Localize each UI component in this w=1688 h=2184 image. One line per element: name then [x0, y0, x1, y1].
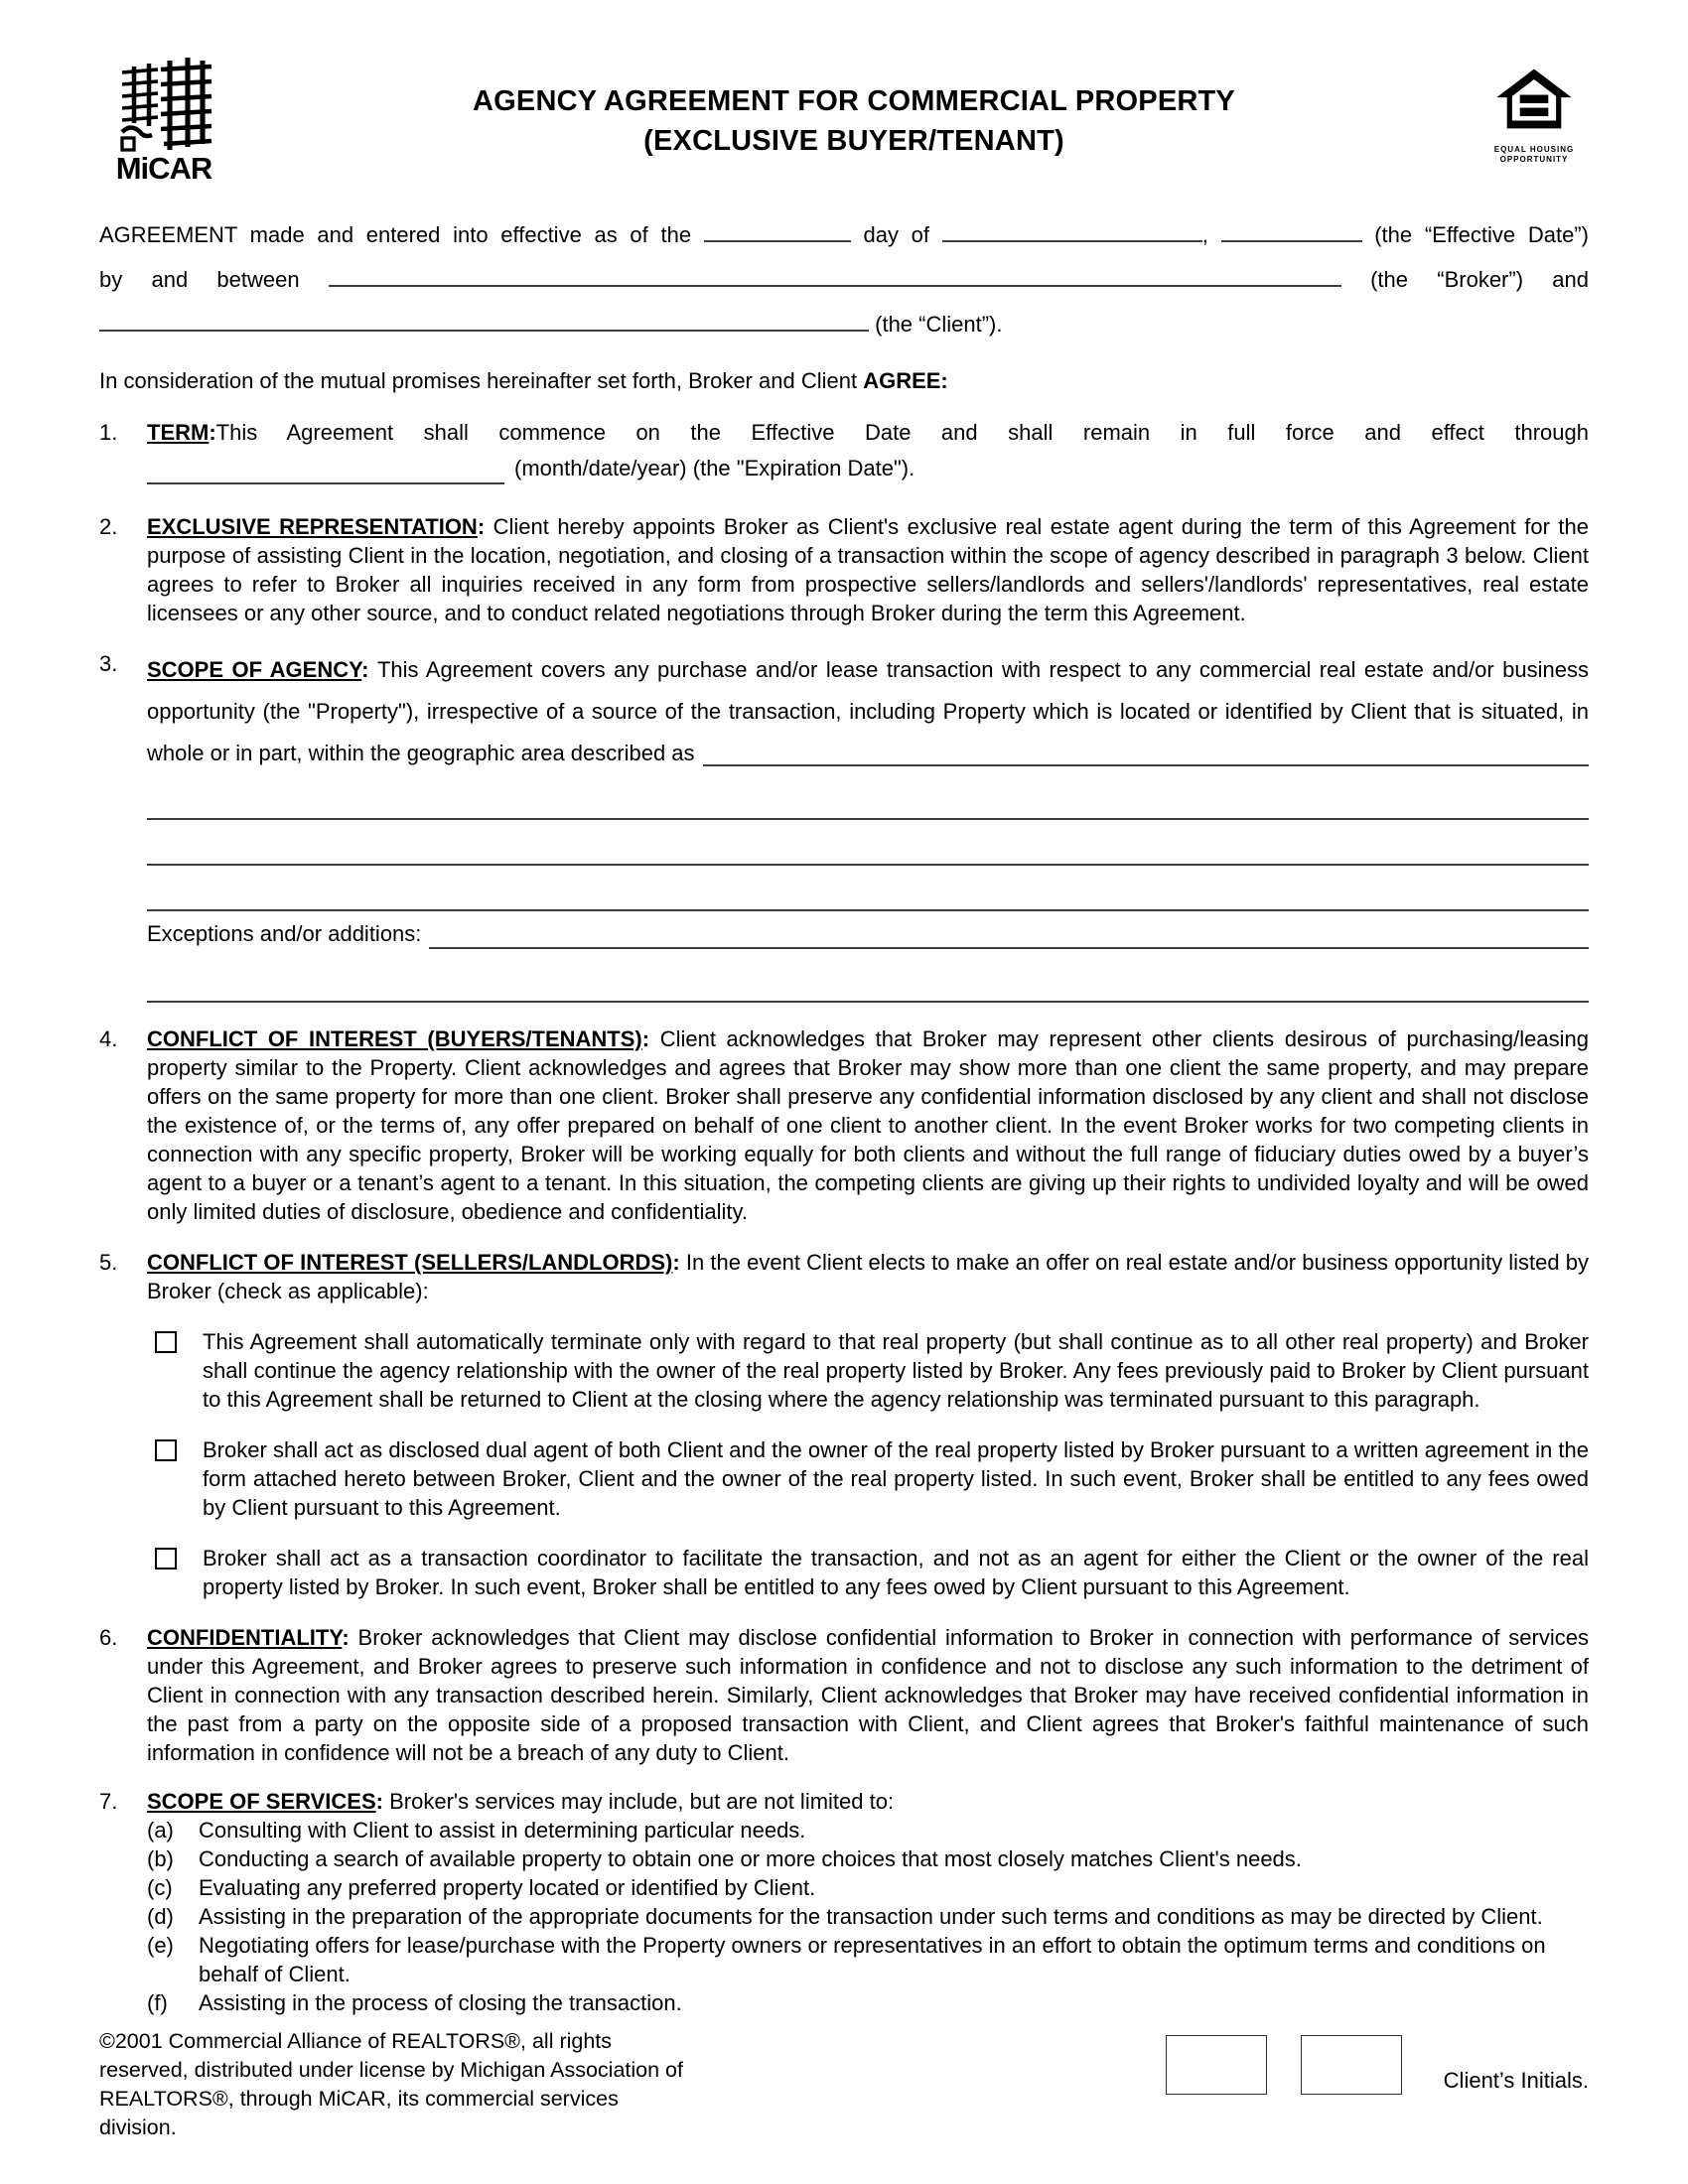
conflict-buyers-heading: CONFLICT OF INTEREST (BUYERS/TENANTS) [147, 1026, 642, 1051]
document-title [228, 58, 1479, 161]
geographic-area-blank-line-3[interactable] [147, 866, 1589, 911]
document-header [99, 58, 1589, 187]
exclusive-representation-heading: EXCLUSIVE REPRESENTATION [147, 514, 478, 539]
scope-of-services-text: Broker's services may include, but are not limited to: [389, 1789, 895, 1814]
expiration-suffix: (month/date/year) (the "Expiration Date"). [514, 456, 915, 480]
service-item-e-label: (e) [147, 1933, 174, 1958]
consideration-text: In consideration of the mutual promises hereinafter set forth, Broker and Client [99, 368, 864, 393]
effective-year-blank[interactable] [1221, 236, 1362, 242]
intro-line1-comma: , [1201, 222, 1208, 247]
service-item-e [147, 1931, 1589, 1988]
intro-line-1 [99, 212, 1589, 257]
exceptions-blank[interactable] [429, 911, 1589, 949]
title-line-1: AGENCY AGREEMENT FOR COMMERCIAL PROPERTY [473, 85, 1235, 117]
expiration-date-blank[interactable] [147, 478, 504, 484]
term-text: This Agreement shall commence on the Effective Date and shall remain in full force and effect through [215, 420, 1589, 445]
consideration-line [99, 366, 1589, 396]
geographic-area-blank-line-2[interactable] [147, 820, 1589, 866]
service-item-e-text: Negotiating offers for lease/purchase with the Property owners or representatives in an effort to obtain the optimum terms and conditions on behalf of Client. [199, 1933, 1546, 1986]
section-scope-of-services [99, 1787, 1589, 2017]
exceptions-blank-line-2[interactable] [147, 957, 1589, 1003]
scope-of-agency-body [147, 649, 1589, 733]
dual-agent-option-text: Broker shall act as disclosed dual agent of both Client and the owner of the real property listed by Broker pursuant to a written agreement in the form attached hereto between Broker, Client and the owner of the real property listed. In such event, Broker shall be entitled to any fees owed by Client pursuant to this Agreement. [203, 1437, 1589, 1520]
service-item-d [147, 1902, 1589, 1931]
section-term [99, 418, 1589, 490]
section-2-number: 2. [99, 514, 118, 539]
conflict-sellers-text: In the event Client elects to make an offer on real estate and/or business opportunity listed by Broker (check as applicable): [147, 1250, 1589, 1303]
terminate-checkbox[interactable] [155, 1331, 177, 1353]
section-conflict-sellers [99, 1248, 1589, 1601]
effective-month-blank[interactable] [942, 236, 1202, 242]
exceptions-label: Exceptions and/or additions: [147, 921, 422, 946]
micar-logo [99, 58, 228, 187]
intro-line2-text-a: by and between [99, 267, 300, 292]
client-name-blank[interactable] [99, 326, 869, 332]
section-exclusive-representation [99, 512, 1589, 627]
coordinator-checkbox[interactable] [155, 1548, 177, 1570]
s2-separator: : [477, 514, 493, 539]
intro-line-2 [99, 257, 1589, 302]
confidentiality-heading: CONFIDENTIALITY [147, 1625, 343, 1650]
option-dual-agent-row [147, 1435, 1589, 1522]
scope-of-agency-heading: SCOPE OF AGENCY [147, 657, 362, 682]
terminate-option-text: This Agreement shall automatically terminate only with regard to that real property (but shall continue as to all other real property) and Broker shall continue the agency relationship with the owner of the real property listed by Broker. Any fees previously paid to Broker by Client pursuant to this Agreement shall be returned to Client at the closing where the agency relationship was terminated pursuant to this paragraph. [203, 1329, 1589, 1412]
intro-line3-text: (the “Client”). [875, 312, 1003, 337]
scope-of-services-heading: SCOPE OF SERVICES [147, 1789, 376, 1814]
service-item-f [147, 1988, 1589, 2017]
scope-of-services-body [147, 1787, 1589, 1816]
section-scope-of-agency [99, 649, 1589, 1003]
service-item-b-text: Conducting a search of available property to obtain one or more choices that most closely matches Client's needs. [199, 1846, 1302, 1871]
confidentiality-text: Broker acknowledges that Client may disclose confidential information to Broker in connection with performance of services under this Agreement, and Broker agrees to preserve such information in confidence and not to disclose any such information to the detriment of Client in connection with any transaction described herein. Similarly, Client acknowledges that Broker may have received confidential information in the past from a party on the opposite side of a proposed transaction with Client, and Client agrees that Broker's faithful maintenance of such information in confidence will not be a breach of any duty to Client. [147, 1625, 1589, 1765]
service-item-c-label: (c) [147, 1875, 173, 1900]
coordinator-option-text: Broker shall act as a transaction coordinator to facilitate the transaction, and not as an agent for either the Client or the owner of the real property listed by Broker. In such event, Broker shall be entitled to any fees owed by Client pursuant to this Agreement. [203, 1546, 1589, 1599]
service-item-a-label: (a) [147, 1818, 174, 1843]
service-item-a [147, 1816, 1589, 1844]
exclusive-representation-text: Client hereby appoints Broker as Client's exclusive real estate agent during the term of this Agreement for the purpose of assisting Client in the location, negotiation, and closing of a transaction within the scope of agency described in paragraph 3 below. Client agrees to refer to Broker all inquiries received in any form from prospective sellers/landlords and sellers'/landlords' representatives, real estate licensees or any other source, and to conduct related negotiations through Broker during the term this Agreement. [147, 514, 1589, 625]
intro-line1-text-b: day of [863, 222, 929, 247]
service-item-b [147, 1844, 1589, 1873]
section-3-number: 3. [99, 651, 118, 676]
service-item-d-text: Assisting in the preparation of the appropriate documents for the transaction under such terms and conditions as may be directed by Client. [199, 1904, 1543, 1929]
micar-building-icon [99, 58, 228, 153]
service-item-c [147, 1873, 1589, 1902]
intro-line1-text-a: AGREEMENT made and entered into effective as of the [99, 222, 692, 247]
exclusive-representation-body [147, 512, 1589, 627]
equal-housing-text-1: EQUAL HOUSING [1493, 145, 1575, 154]
section-6-number: 6. [99, 1625, 118, 1650]
section-5-number: 5. [99, 1250, 118, 1275]
service-item-f-text: Assisting in the process of closing the transaction. [199, 1990, 682, 2015]
conflict-sellers-heading: CONFLICT OF INTEREST (SELLERS/LANDLORDS) [147, 1250, 673, 1275]
equal-housing-logo [1479, 58, 1589, 165]
service-item-d-label: (d) [147, 1904, 174, 1929]
equal-housing-text-2: OPPORTUNITY [1499, 155, 1569, 164]
service-item-f-label: (f) [147, 1990, 168, 2015]
confidentiality-body [147, 1623, 1589, 1767]
term-body [147, 418, 1589, 447]
client-initials-label: Client’s Initials. [1443, 2068, 1589, 2093]
client-initials-box-2[interactable] [1301, 2035, 1402, 2095]
scope-of-agency-text: This Agreement covers any purchase and/or lease transaction with respect to any commercial real estate and/or business opportunity (the "Property"), irrespective of a source of the transaction, including Property which is located or identified by Client that is situated, in [147, 657, 1589, 724]
intro-paragraph [99, 212, 1589, 346]
effective-day-blank[interactable] [704, 236, 851, 242]
section-4-number: 4. [99, 1026, 118, 1051]
section-confidentiality [99, 1623, 1589, 1767]
geographic-area-blank-line-1[interactable] [147, 774, 1589, 820]
geographic-area-text: whole or in part, within the geographic area described as [147, 741, 695, 765]
geographic-area-blank[interactable] [703, 733, 1589, 766]
title-line-2: (EXCLUSIVE BUYER/TENANT) [643, 125, 1064, 157]
s6-separator: : [342, 1625, 358, 1650]
section-1-number: 1. [99, 420, 118, 445]
agree-text: AGREE: [863, 368, 948, 393]
conflict-buyers-body [147, 1024, 1589, 1226]
geographic-area-line [147, 733, 1589, 774]
conflict-buyers-text: Client acknowledges that Broker may represent other clients desirous of purchasing/leasing property similar to the Property. Client acknowledges and agrees that Broker may show more than one client the same property, and may prepare offers on the same property for more than one client. Broker shall preserve any confidential information disclosed by any client and shall not disclose the existence of, or the terms of, any offer prepared on behalf of one client to another client. In the event Broker works for two competing clients in connection with any specific property, Broker will be working equally for both clients and without the full range of fiduciary duties owed by a buyer’s agent to a buyer or a tenant’s agent to a tenant. In this situation, the competing clients are giving up their rights to undivided loyalty and will be owed only limited duties of disclosure, obedience and confidentiality. [147, 1026, 1589, 1224]
conflict-sellers-body [147, 1248, 1589, 1305]
client-initials-box-1[interactable] [1166, 2035, 1267, 2095]
section-7-number: 7. [99, 1789, 118, 1814]
option-coordinator-row [147, 1544, 1589, 1601]
term-heading: TERM [147, 420, 210, 445]
intro-line1-text-d: (the “Effective Date”) [1374, 222, 1589, 247]
dual-agent-checkbox[interactable] [155, 1439, 177, 1461]
term-separator: : [209, 420, 216, 445]
s5-separator: : [672, 1250, 686, 1275]
equal-housing-house-icon [1495, 119, 1573, 144]
service-item-b-label: (b) [147, 1846, 174, 1871]
s4-separator: : [641, 1026, 660, 1051]
document-footer [99, 2027, 1589, 2142]
copyright-notice: ©2001 Commercial Alliance of REALTORS®, all rights reserved, distributed under license by Michigan Association of REALTORS®, through MiCAR, its commercial services division. [99, 2029, 683, 2139]
s7-separator: : [375, 1789, 390, 1814]
broker-name-blank[interactable] [329, 281, 1341, 287]
s3-separator: : [361, 657, 377, 682]
exceptions-line [147, 911, 1589, 957]
section-conflict-buyers [99, 1024, 1589, 1226]
option-terminate-row [147, 1327, 1589, 1414]
initials-group [1166, 2027, 1589, 2095]
service-item-c-text: Evaluating any preferred property located or identified by Client. [199, 1875, 816, 1900]
micar-wordmark: MiCAR [115, 151, 212, 186]
expiration-line [147, 447, 1589, 490]
intro-line2-text-b: (the “Broker”) and [1370, 267, 1589, 292]
intro-line-3 [99, 302, 1589, 346]
service-item-a-text: Consulting with Client to assist in determining particular needs. [199, 1818, 806, 1843]
